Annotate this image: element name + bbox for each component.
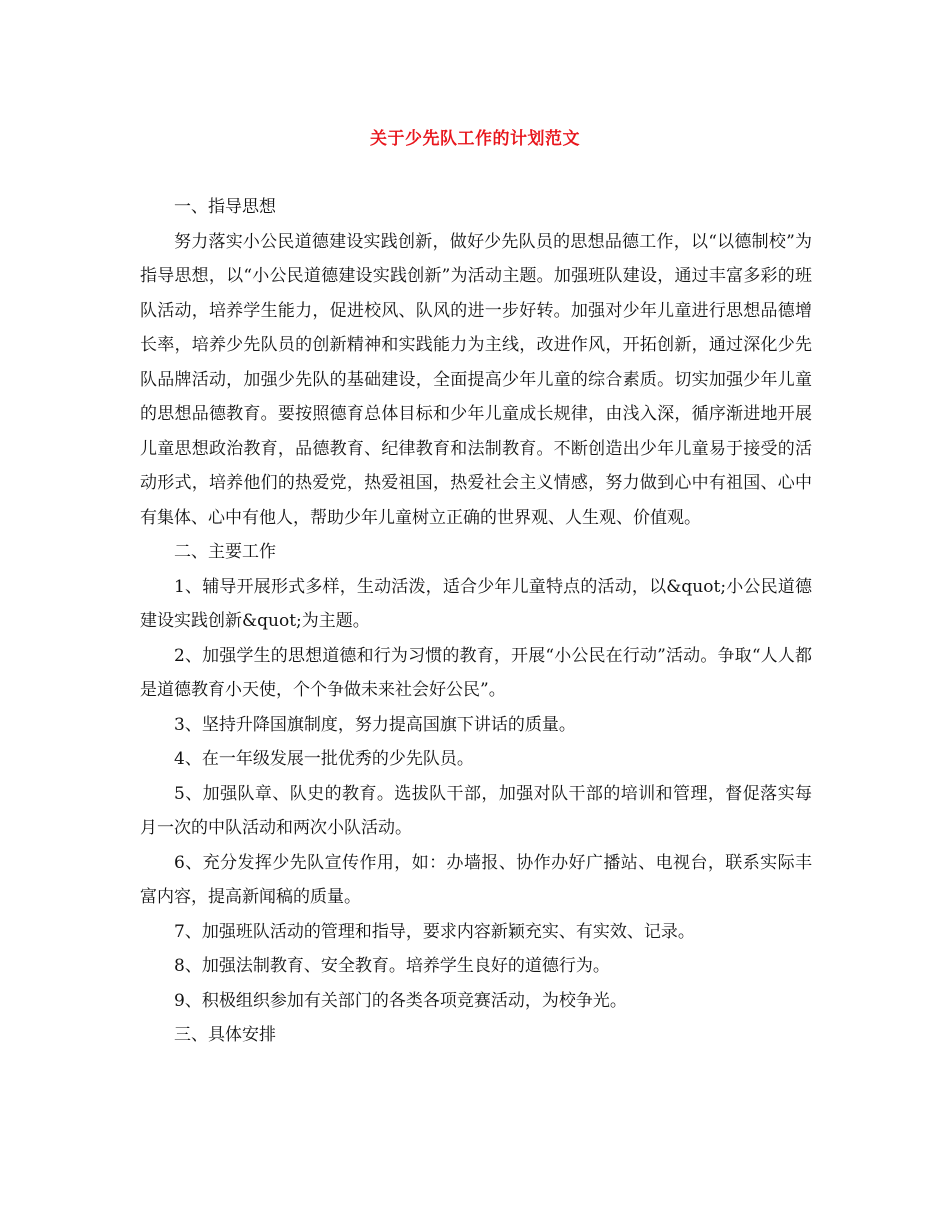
list-item-main-work-8: 8、加强法制教育、安全教育。培养学生良好的道德行为。 bbox=[174, 956, 610, 976]
list-item-main-work-4: 4、在一年级发展一批优秀的少先队员。 bbox=[174, 749, 474, 769]
list-item-main-work-3: 3、坚持升降国旗制度，努力提高国旗下讲话的质量。 bbox=[174, 714, 576, 735]
list-item-main-work-5: 5、加强队章、队史的教育。选拔队干部，加强对队干部的培训和管理，督促落实每月一次的中队活动和两次小队活动。 bbox=[140, 783, 812, 838]
list-item-main-work-2: 2、加强学生的思想道德和行为习惯的教育，开展“小公民在行动”活动。争取“人人都是道德教育小天使，个个争做未来社会好公民”。 bbox=[140, 645, 812, 700]
list-item-main-work-6: 6、充分发挥少先队宣传作用，如：办墙报、协作办好广播站、电视台，联系实际丰富内容，提高新闻稿的质量。 bbox=[140, 852, 812, 907]
document-body bbox=[140, 190, 812, 1053]
document-title: 关于少先队工作的计划范文 bbox=[370, 129, 580, 149]
section-heading-guiding-thought: 一、指导思想 bbox=[174, 197, 276, 217]
section-heading-specific-arrangements: 三、具体安排 bbox=[174, 1025, 276, 1045]
section-heading-main-work: 二、主要工作 bbox=[174, 542, 276, 562]
list-item-main-work-7: 7、加强班队活动的管理和指导，要求内容新颖充实、有实效、记录。 bbox=[174, 921, 695, 942]
paragraph-guiding-thought: 努力落实小公民道德建设实践创新，做好少先队员的思想品德工作，以“以德制校”为指导思想，以“小公民道德建设实践创新”为活动主题。加强班队建设，通过丰富多彩的班队活动，培养学生能力，促进校风、队风的进一步好转。加强对少年儿童进行思想品德增长率，培养少先队员的创新精神和实践能力为主线，改进作风，开拓创新，通过深化少先队品牌活动，加强少先队的基础建设，全面提高少年儿童的综合素质。切实加强少年儿童的思想品德教育。要按照德育总体目标和少年儿童成长规律，由浅入深，循序渐进地开展儿童思想政治教育，品德教育、纪律教育和法制教育。不断创造出少年儿童易于接受的活动形式，培养他们的热爱党，热爱祖国，热爱社会主义情感，努力做到心中有祖国、心中有集体、心中有他人，帮助少年儿童树立正确的世界观、人生观、价值观。 bbox=[140, 231, 812, 528]
list-item-main-work-9: 9、积极组织参加有关部门的各类各项竞赛活动，为校争光。 bbox=[174, 990, 627, 1011]
list-item-main-work-1: 1、辅导开展形式多样，生动活泼，适合少年儿童特点的活动，以&quot;小公民道德建设实践创新&quot;为主题。 bbox=[140, 576, 812, 631]
